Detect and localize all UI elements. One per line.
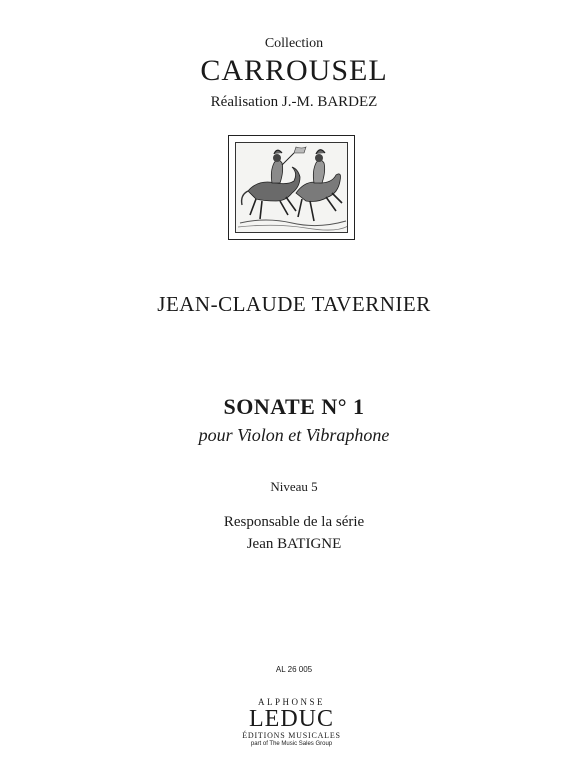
work-title: SONATE N° 1 (223, 394, 365, 419)
cover-illustration (228, 135, 355, 240)
realisation-credit: Réalisation J.-M. BARDEZ (210, 94, 378, 110)
equestrian-engraving-icon (236, 143, 348, 233)
collection-label: Collection (264, 36, 324, 51)
publisher-logo-line2: LEDUC (249, 706, 334, 732)
publisher-logo-line4: part of The Music Sales Group (250, 741, 333, 747)
level-label: Niveau 5 (270, 479, 318, 494)
publisher-logo (228, 697, 355, 748)
series-editor-name: Jean BATIGNE (246, 536, 342, 552)
series-title: CARROUSEL (200, 54, 388, 87)
catalog-number: AL 26 005 (275, 665, 313, 674)
composer-name: JEAN-CLAUDE TAVERNIER (157, 292, 431, 316)
publisher-logo-line1: ALPHONSE (257, 697, 325, 707)
work-subtitle: pour Violon et Vibraphone (198, 425, 390, 445)
publisher-logo-line3: ÉDITIONS MUSICALES (242, 731, 341, 740)
series-editor-label: Responsable de la série (223, 514, 365, 530)
